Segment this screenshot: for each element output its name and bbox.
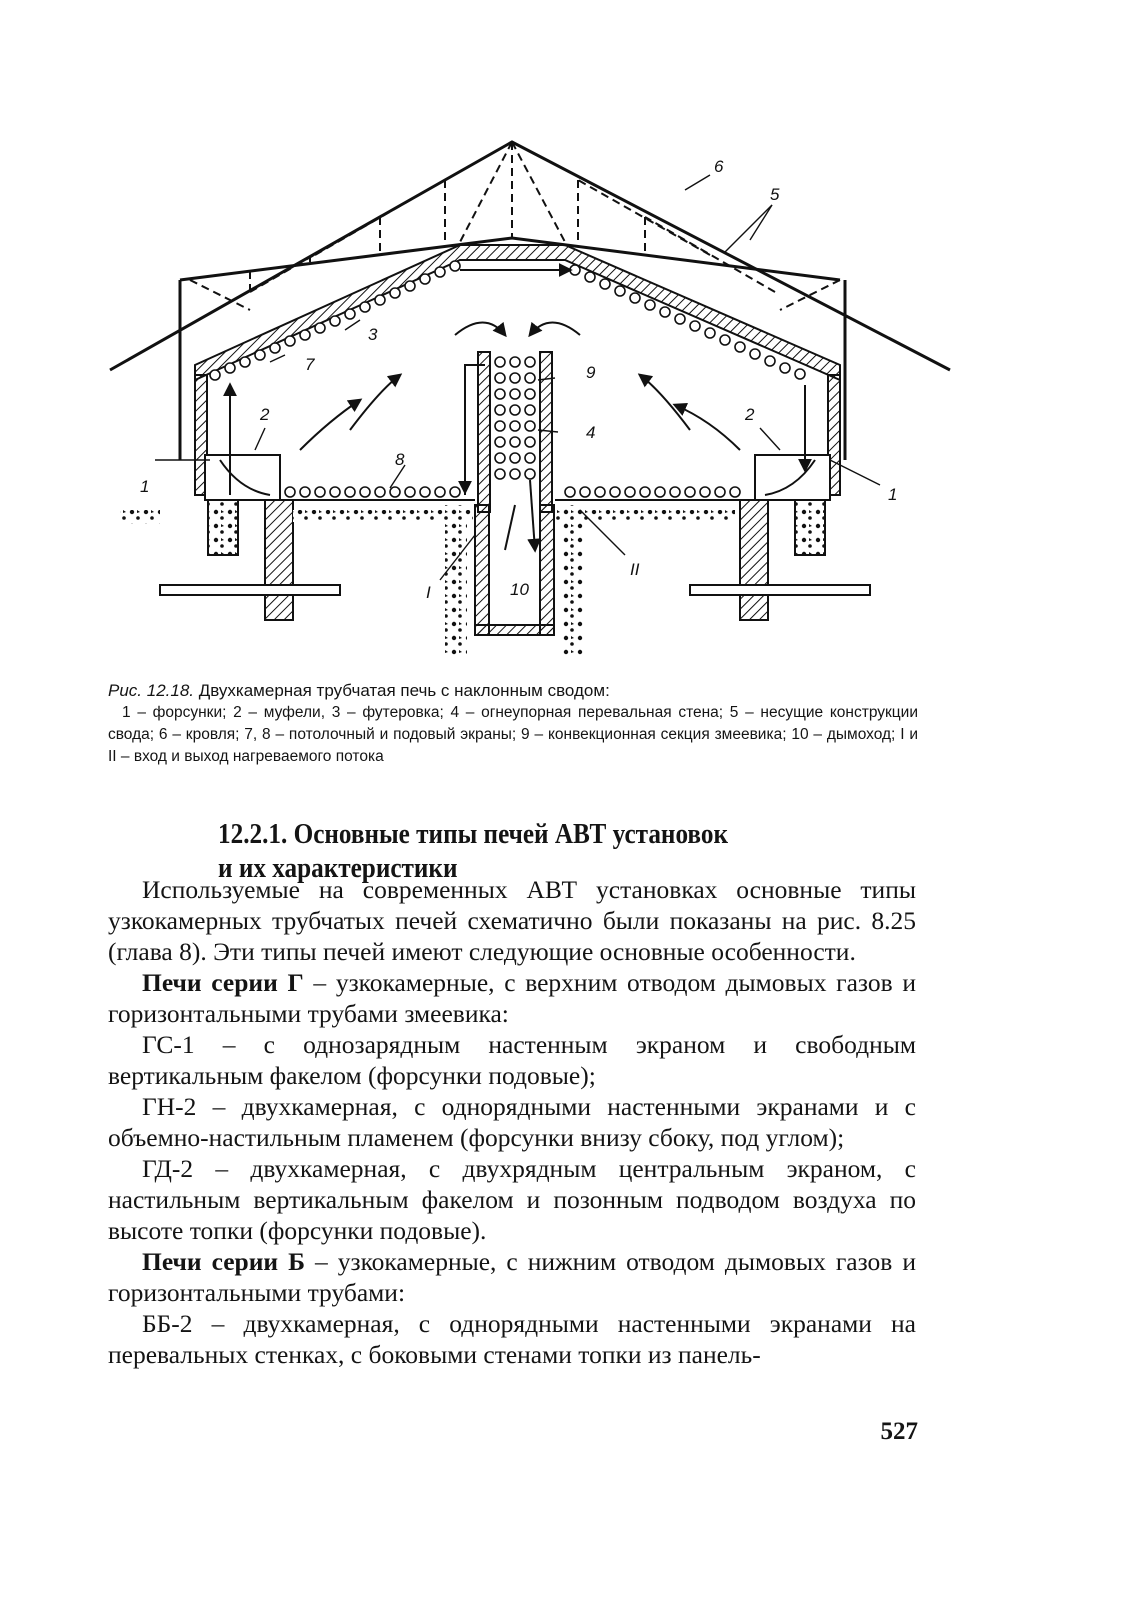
figure-caption [108,680,918,768]
series-b-term: Печи серии Б [142,1247,305,1276]
label-10: 10 [510,580,529,599]
label-inlet: I [426,583,431,602]
label-5: 5 [770,185,780,204]
convection-section [495,357,535,479]
label-2-left: 2 [260,405,270,424]
label-1-left: 1 [140,477,150,496]
label-8: 8 [395,450,405,469]
label-2-right: 2 [745,405,755,424]
label-3: 3 [368,325,378,344]
series-b-description: – узкокамерные, с нижним отводом дымовых газов и горизонтальными трубами: [108,1247,916,1307]
label-7: 7 [305,355,315,374]
furnace-diagram [100,130,970,670]
section-title-line-2: и их характеристики [218,853,458,884]
paragraph-gn2: ГН-2 – двухкамерная, с однорядными настенными экранами и с объемно-настильным пламенем (форсунки внизу сбоку, под углом); [108,1092,916,1152]
series-g-term: Печи серии Г [142,968,304,997]
label-9: 9 [586,363,596,382]
label-1-right: 1 [888,485,898,504]
paragraph-series-g [108,967,916,1029]
paragraph-intro: Используемые на современных АВТ установках основные типы узкокамерных трубчатых печей схематично были показаны на рис. 8.25 (глава 8). Эти типы печей имеют следующие основные особенности. [108,875,916,966]
paragraph-bb2: ББ-2 – двухкамерная, с однорядными настенными экранами на перевальных стенках, с боковыми стенами топки из панель- [108,1309,916,1369]
truss-members [190,142,840,310]
paragraph-gd2: ГД-2 – двухкамерная, с двухрядным центральным экраном, с настильным вертикальным факелом и позонным подводом воздуха по высоте топки (форсунки подовые). [108,1154,916,1245]
floor-screen [285,487,740,497]
body-text [108,874,916,1370]
series-g-description: – узкокамерные, с верхним отводом дымовых газов и горизонтальными трубами змеевика: [108,968,916,1028]
section-title-line-1: 12.2.1. Основные типы печей АВТ установок [218,819,728,850]
paragraph-series-b [108,1246,916,1308]
label-6: 6 [714,157,724,176]
caption-title: Двухкамерная трубчатая печь с наклонным сводом: [198,681,610,700]
caption-legend: 1 – форсунки; 2 – муфели, 3 – футеровка; 4 – огнеупорная перевальная стена; 5 – несущие конструкции свода; 6 – кровля; 7, 8 – потолочный и подовый экраны; 9 – конвекционная секция змеевика; 10 – дымоход; I и II – вход и выход нагреваемого потока [108,704,918,765]
page-number: 527 [880,1418,918,1445]
caption-label: Рис. 12.18. [108,681,195,700]
paragraph-gs1: ГС-1 – с однозарядным настенным экраном и свободным вертикальным факелом (форсунки подовые); [108,1030,916,1090]
label-outlet: II [630,560,640,579]
label-4: 4 [586,423,596,442]
